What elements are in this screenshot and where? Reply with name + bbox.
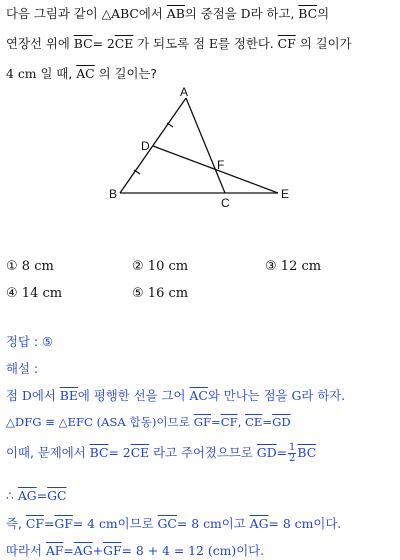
point-e: E — [208, 36, 218, 51]
text: 연장선 위에 — [6, 36, 74, 51]
text: 를 정한다. — [217, 36, 278, 51]
option-1[interactable] — [6, 259, 54, 274]
text: 의 길이는? — [94, 66, 157, 81]
option-5[interactable] — [132, 286, 188, 301]
equals: = — [262, 415, 273, 429]
text: 이다. — [313, 516, 342, 531]
option-number: ① — [6, 259, 18, 274]
segment-be: $\overline{BE}$ — [59, 388, 78, 403]
segment-ag: $\overline{AG}$ — [73, 543, 93, 558]
value: = 8 + 4 = 12 (cm) — [121, 543, 237, 558]
side-ac — [186, 98, 225, 193]
segment-gc: $\overline{GC}$ — [157, 516, 177, 531]
segment-ac: $\overline{AC}$ — [189, 388, 208, 403]
segment-bc: $\overline{BC}$ — [89, 445, 109, 460]
segment-ag: $\overline{AG}$ — [249, 516, 269, 531]
question-line-3 — [6, 64, 396, 82]
equals: = — [211, 415, 221, 429]
question-line-2 — [6, 34, 396, 52]
equals: = — [43, 516, 55, 531]
option-number: ③ — [265, 259, 277, 274]
text: 점 — [6, 388, 22, 403]
label-d: D — [141, 139, 150, 153]
label-e: E — [281, 187, 290, 201]
segment-ag: $\overline{AG}$ — [17, 488, 37, 503]
option-value: 8 cm — [21, 259, 54, 274]
congruence: △DFG ≡ △EFC (ASA 합동) — [6, 415, 157, 429]
text: 이고 — [221, 516, 250, 531]
text: 와 만나는 점을 — [207, 388, 292, 403]
segment-ab: $\overline{AB}$ — [166, 6, 185, 21]
numerator: 1 — [289, 442, 296, 453]
value: = 8 cm — [176, 516, 222, 531]
option-number: ④ — [6, 286, 18, 301]
point-d: D — [21, 388, 32, 403]
option-value: 12 cm — [280, 259, 322, 274]
equals: = — [276, 445, 288, 460]
segment-cf: $\overline{CF}$ — [220, 415, 238, 429]
text: 가 되도록 점 — [133, 36, 209, 51]
side-ab — [120, 98, 186, 193]
segment-af: $\overline{AF}$ — [45, 543, 64, 558]
option-number: ⑤ — [132, 286, 144, 301]
text: 라 하고, — [250, 6, 299, 21]
segment-bc: $\overline{BC}$ — [73, 36, 93, 51]
text: 라고 주어졌으므로 — [149, 445, 257, 460]
text: 이므로 — [117, 516, 158, 531]
option-value: 16 cm — [147, 286, 189, 301]
text: 에서 — [31, 388, 60, 403]
therefore: ∴ — [6, 488, 18, 503]
segment-gf: $\overline{GF}$ — [103, 543, 122, 558]
solution-line-5 — [6, 514, 396, 532]
point-g: G — [291, 388, 302, 403]
text: 에 평행한 선을 그어 — [77, 388, 190, 403]
text: 이때, 문제에서 — [6, 445, 90, 460]
equals: = — [63, 543, 74, 558]
question-line-1 — [6, 4, 396, 22]
answer-value: ⑤ — [42, 334, 54, 349]
answer-label: 정답 : — [6, 334, 42, 349]
segment-ce: $\overline{CE}$ — [245, 415, 263, 429]
point-d: D — [240, 6, 251, 21]
value: = 4 cm — [72, 516, 118, 531]
segment-gc: $\overline{GC}$ — [47, 488, 67, 503]
plus: + — [92, 543, 104, 558]
option-4[interactable] — [6, 286, 62, 301]
solution-line-3 — [6, 443, 396, 464]
option-2[interactable] — [132, 259, 188, 274]
text: 따라서 — [6, 543, 46, 558]
equals: = — [36, 488, 48, 503]
segment-bc: $\overline{BC}$ — [298, 6, 318, 21]
text: 에서 — [138, 6, 167, 21]
equals-two: = 2 — [92, 36, 115, 51]
value: = 8 cm — [268, 516, 314, 531]
text: 의 길이가 — [295, 36, 352, 51]
label-b: B — [109, 187, 118, 201]
equals-two: = 2 — [108, 445, 131, 460]
line-de — [153, 146, 278, 193]
text: 일 때, — [36, 66, 77, 81]
option-value: 14 cm — [21, 286, 63, 301]
triangle-abc: △ABC — [101, 6, 139, 21]
label-a: A — [180, 86, 189, 99]
text: , — [237, 415, 246, 429]
solution-line-1 — [6, 386, 396, 404]
solution-line-2 — [6, 414, 396, 430]
segment-gf: $\overline{GF}$ — [54, 516, 73, 531]
label-f: F — [217, 158, 225, 172]
text: 다음 그림과 같이 — [6, 6, 102, 21]
solution-line-4 — [6, 488, 396, 503]
fraction-one-half — [288, 443, 296, 464]
segment-cf: $\overline{CF}$ — [25, 516, 44, 531]
option-number: ② — [132, 259, 144, 274]
explain-label: 해설 : — [6, 361, 39, 376]
segment-bc: $\overline{BC}$ — [297, 445, 317, 460]
length-cf: 4 cm — [6, 66, 37, 81]
text: 의 중점을 — [184, 6, 241, 21]
solution-line-6 — [6, 541, 396, 559]
segment-ce: $\overline{CE}$ — [114, 36, 134, 51]
triangle-figure — [108, 86, 298, 212]
denominator: 2 — [289, 453, 296, 464]
option-3[interactable] — [265, 259, 321, 274]
segment-ce: $\overline{CE}$ — [130, 445, 150, 460]
answer-line — [6, 332, 396, 350]
label-c: C — [221, 196, 230, 210]
segment-gd: $\overline{GD}$ — [272, 415, 291, 429]
option-value: 10 cm — [147, 259, 189, 274]
text: 이다. — [236, 543, 265, 558]
text: 이므로 — [156, 415, 194, 429]
segment-gf: $\overline{GF}$ — [193, 415, 212, 429]
segment-cf: $\overline{CF}$ — [277, 36, 296, 51]
text: 의 — [317, 6, 330, 21]
text: 라 하자. — [301, 388, 346, 403]
text: 즉, — [6, 516, 26, 531]
segment-gd: $\overline{GD}$ — [256, 445, 277, 460]
segment-ac: $\overline{AC}$ — [76, 66, 95, 81]
